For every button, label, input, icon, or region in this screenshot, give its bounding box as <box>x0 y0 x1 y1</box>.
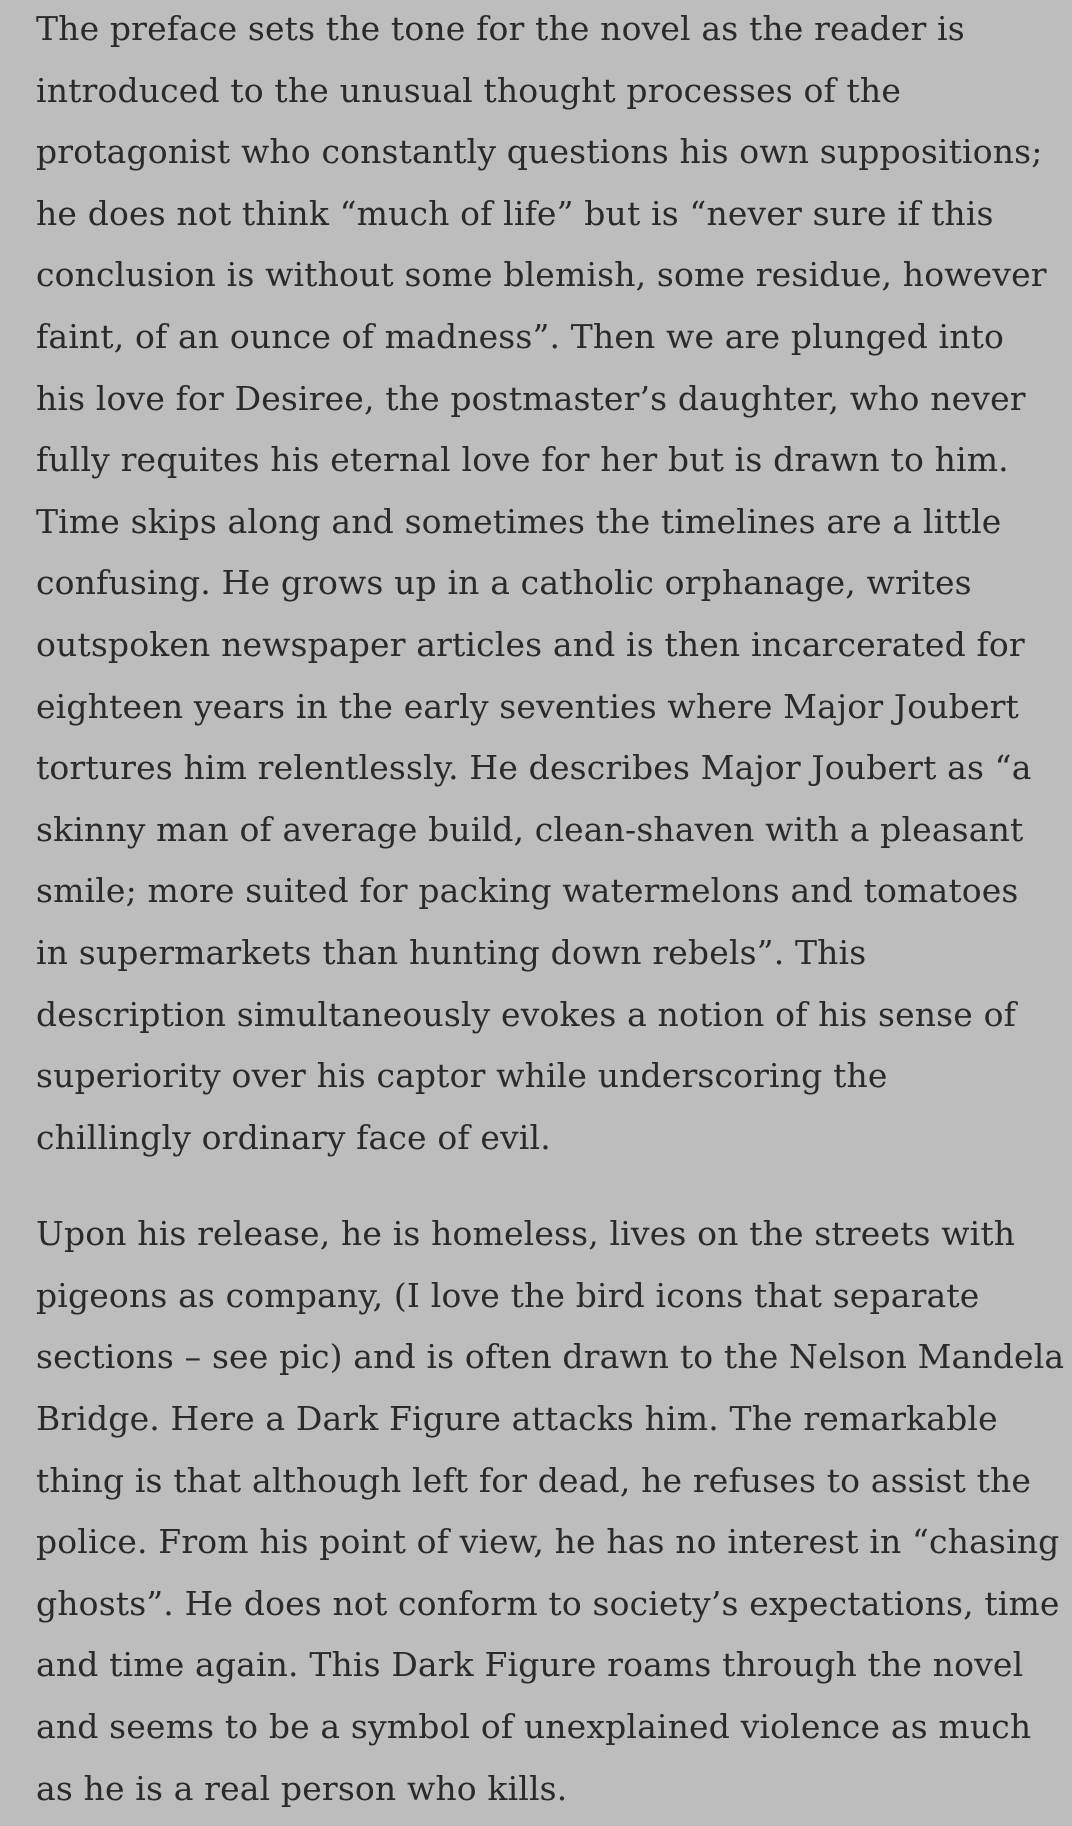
text-line: fully requites his eternal love for her but is drawn to him. <box>36 440 1009 480</box>
text-line: description simultaneously evokes a notion of his sense of <box>36 994 1016 1034</box>
text-line: introduced to the unusual thought processes of the <box>36 70 902 110</box>
text-line: skinny man of average build, clean-shaven with a pleasant <box>36 809 1024 849</box>
text-line: eighteen years in the early seventies where Major Joubert <box>36 686 1019 726</box>
text-line: Time skips along and sometimes the timelines are a little <box>36 501 1002 541</box>
text-line: outspoken newspaper articles and is then incarcerated for <box>36 624 1025 664</box>
text-line: confusing. He grows up in a catholic orphanage, writes <box>36 563 972 603</box>
text-line: protagonist who constantly questions his own suppositions; <box>36 132 1043 172</box>
text-line: Bridge. Here a Dark Figure attacks him. The remarkable <box>36 1399 998 1439</box>
text-line: The preface sets the tone for the novel as the reader is <box>36 9 965 48</box>
text-line: and time again. This Dark Figure roams through the novel <box>36 1645 1024 1685</box>
text-line: chillingly ordinary face of evil. <box>36 1117 551 1157</box>
text-line: faint, of an ounce of madness”. Then we are plunged into <box>36 316 1005 356</box>
text-line: and seems to be a symbol of unexplained violence as much <box>36 1707 1032 1747</box>
text-line: sections – see pic) and is often drawn to the Nelson Mandela <box>36 1337 1065 1377</box>
text-line: Upon his release, he is homeless, lives on the streets with <box>36 1214 1016 1254</box>
text-line: thing is that although left for dead, he refuses to assist the <box>36 1460 1032 1500</box>
text-line: tortures him relentlessly. He describes Major Joubert as “a <box>36 748 1032 788</box>
text-line: conclusion is without some blemish, some residue, however <box>36 255 1047 295</box>
text-line: smile; more suited for packing watermelons and tomatoes <box>36 871 1019 911</box>
text-line: in supermarkets than hunting down rebels”. This <box>36 932 867 972</box>
text-line: his love for Desiree, the postmaster’s daughter, who never <box>36 378 1026 418</box>
text-line: pigeons as company, (I love the bird icons that separate <box>36 1275 980 1315</box>
paragraph-1 <box>36 0 1047 1168</box>
text-line: superiority over his captor while underscoring the <box>36 1056 888 1096</box>
text-line: police. From his point of view, he has no interest in “chasing <box>36 1522 1060 1562</box>
text-line: as he is a real person who kills. <box>36 1768 568 1808</box>
text-line: ghosts”. He does not conform to society’s expectations, time <box>36 1583 1060 1623</box>
text-line: he does not think “much of life” but is “never sure if this <box>36 193 994 233</box>
paragraph-2 <box>36 1203 1065 1819</box>
